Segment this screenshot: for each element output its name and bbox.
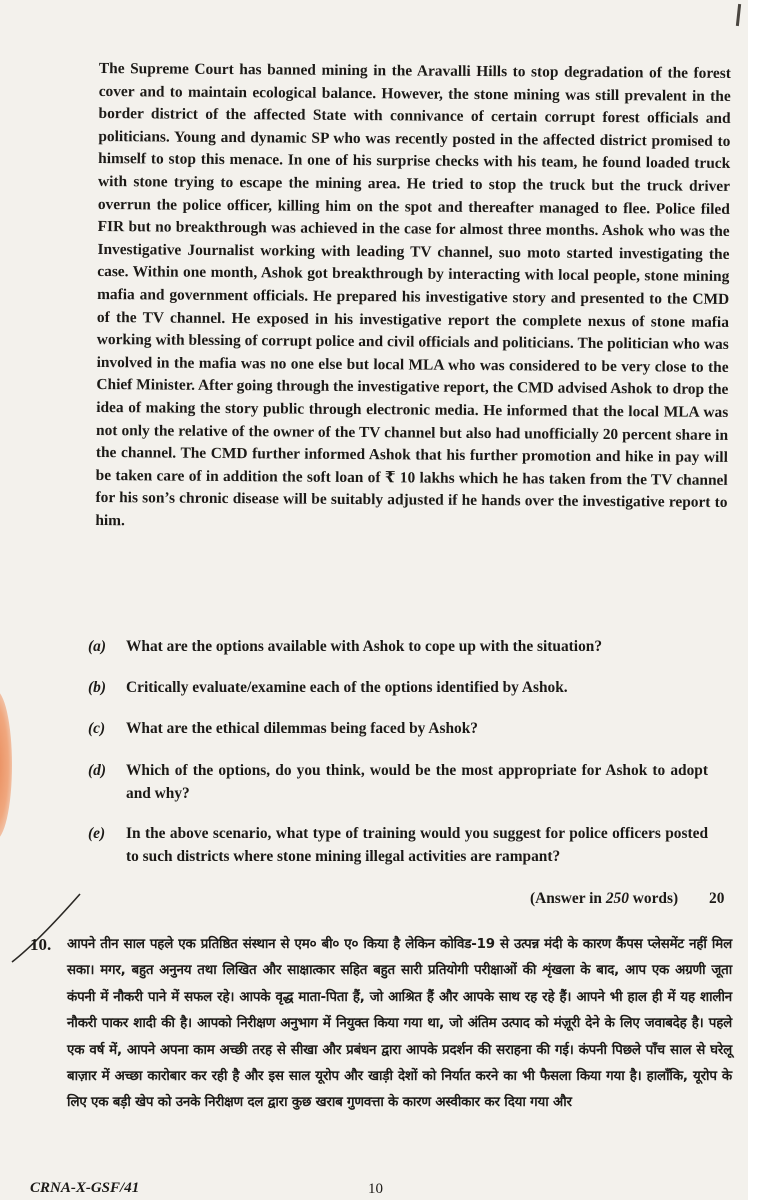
question-number: 10.: [30, 935, 52, 954]
word-limit-suffix: words): [628, 890, 679, 907]
question-text: What are the options available with Ashok to cope up with the situation?: [126, 638, 603, 655]
question-text: Critically evaluate/examine each of the options identified by Ashok.: [126, 679, 568, 696]
word-limit-count: 250: [605, 890, 629, 907]
paper-code: CRNA-X-GSF/41: [30, 1180, 140, 1196]
page-number: 10: [368, 1181, 383, 1197]
margin-mark: [736, 4, 741, 26]
question-text: In the above scenario, what type of training would you suggest for police officers posted to such districts where stone mining illegal activities are rampant?: [126, 825, 708, 865]
question-b: [88, 677, 708, 700]
question-label: (b): [88, 679, 106, 696]
question-marks: 20: [709, 890, 725, 907]
hindi-question-text: आपने तीन साल पहले एक प्रतिष्ठित संस्थान से एम० बी० ए० किया है लेकिन कोविड-19 से उत्पन्न मंदी के कारण कैंपस प्लेसमेंट नहीं मिल सका। मगर, बहुत अनुनय तथा लिखित और साक्षात्कार सहित बहुत सारी प्रतियोगी परीक्षाओं की शृंखला के बाद, आप एक अग्रणी जूता कंपनी में नौकरी पाने में सफल रहे। आपके वृद्ध माता-पिता हैं, जो आश्रित हैं और आपके साथ रह रहे हैं। आपने भी हाल ही में यह शालीन नौकरी पाकर शादी की है। आपको निरीक्षण अनुभाग में नियुक्त किया गया था, जो अंतिम उत्पाद को मंज़ूरी देने के लिए जवाबदेह है। पहले एक वर्ष में, आपने अपना काम अच्छी तरह से सीखा और प्रबंधन द्वारा आपके प्रदर्शन की सराहना की गई। कंपनी पिछले पाँच साल से घरेलू बाज़ार में अच्छा कारोबार कर रही है और इस साल यूरोप और खाड़ी देशों को निर्यात करने का भी फैसला किया गया है। हालाँकि, यूरोप के लिए एक बड़ी खेप को उनके निरीक्षण दल द्वारा कुछ खराब गुणवत्ता के कारण अस्वीकार कर दिया गया और: [67, 937, 732, 1111]
question-text: Which of the options, do you think, would be the most appropriate for Ashok to adopt and why?: [126, 762, 708, 802]
question-a: [88, 636, 708, 659]
question-label: (a): [88, 638, 106, 655]
question-d: [88, 760, 708, 805]
orange-stain: [0, 690, 12, 840]
question-text: What are the ethical dilemmas being faced by Ashok?: [126, 720, 478, 737]
question-label: (e): [88, 825, 106, 842]
question-label: (d): [88, 762, 106, 779]
question-e: [88, 823, 708, 868]
photo-margin: [748, 0, 763, 1200]
question-label: (c): [88, 720, 106, 737]
word-limit-note: [530, 890, 678, 908]
word-limit-prefix: (Answer in: [530, 890, 606, 907]
case-study-passage: The Supreme Court has banned mining in the Aravalli Hills to stop degradation of the forest cover and to maintain ecological balance. However, the stone mining was still prevalent in the border district of the affected State with connivance of certain corrupt forest officials and politicians. Young and dynamic SP who was recently posted in the affected district promised to himself to stop this menace. In one of his surprise checks with his team, he found loaded truck with stone trying to escape the mining area. He tried to stop the truck but the truck driver overrun the police officer, killing him on the spot and thereafter managed to flee. Police filed FIR but no breakthrough was achieved in the case for almost three months. Ashok who was the Investigative Journalist working with leading TV channel, suo moto started investigating the case. Within one month, Ashok got breakthrough by interacting with local people, stone mining mafia and government officials. He prepared his investigative story and presented to the CMD of the TV channel. He exposed in his investigative report the complete nexus of stone mafia working with blessing of corrupt police and civil officials and politicians. The politician who was involved in the mafia was no one else but local MLA who was considered to be very close to the Chief Minister. After going through the investigative report, the CMD advised Ashok to drop the idea of making the story public through electronic media. He informed that the local MLA was not only the relative of the owner of the TV channel but also had unofficially 20 percent share in the channel. The CMD further informed Ashok that his further promotion and hike in pay will be taken care of in addition the soft loan of ₹ 10 lakhs which he has taken from the TV channel for his son’s chronic disease will be suitably adjusted if he hands over the investigative report to him.: [95, 59, 731, 530]
question-c: [88, 718, 708, 741]
